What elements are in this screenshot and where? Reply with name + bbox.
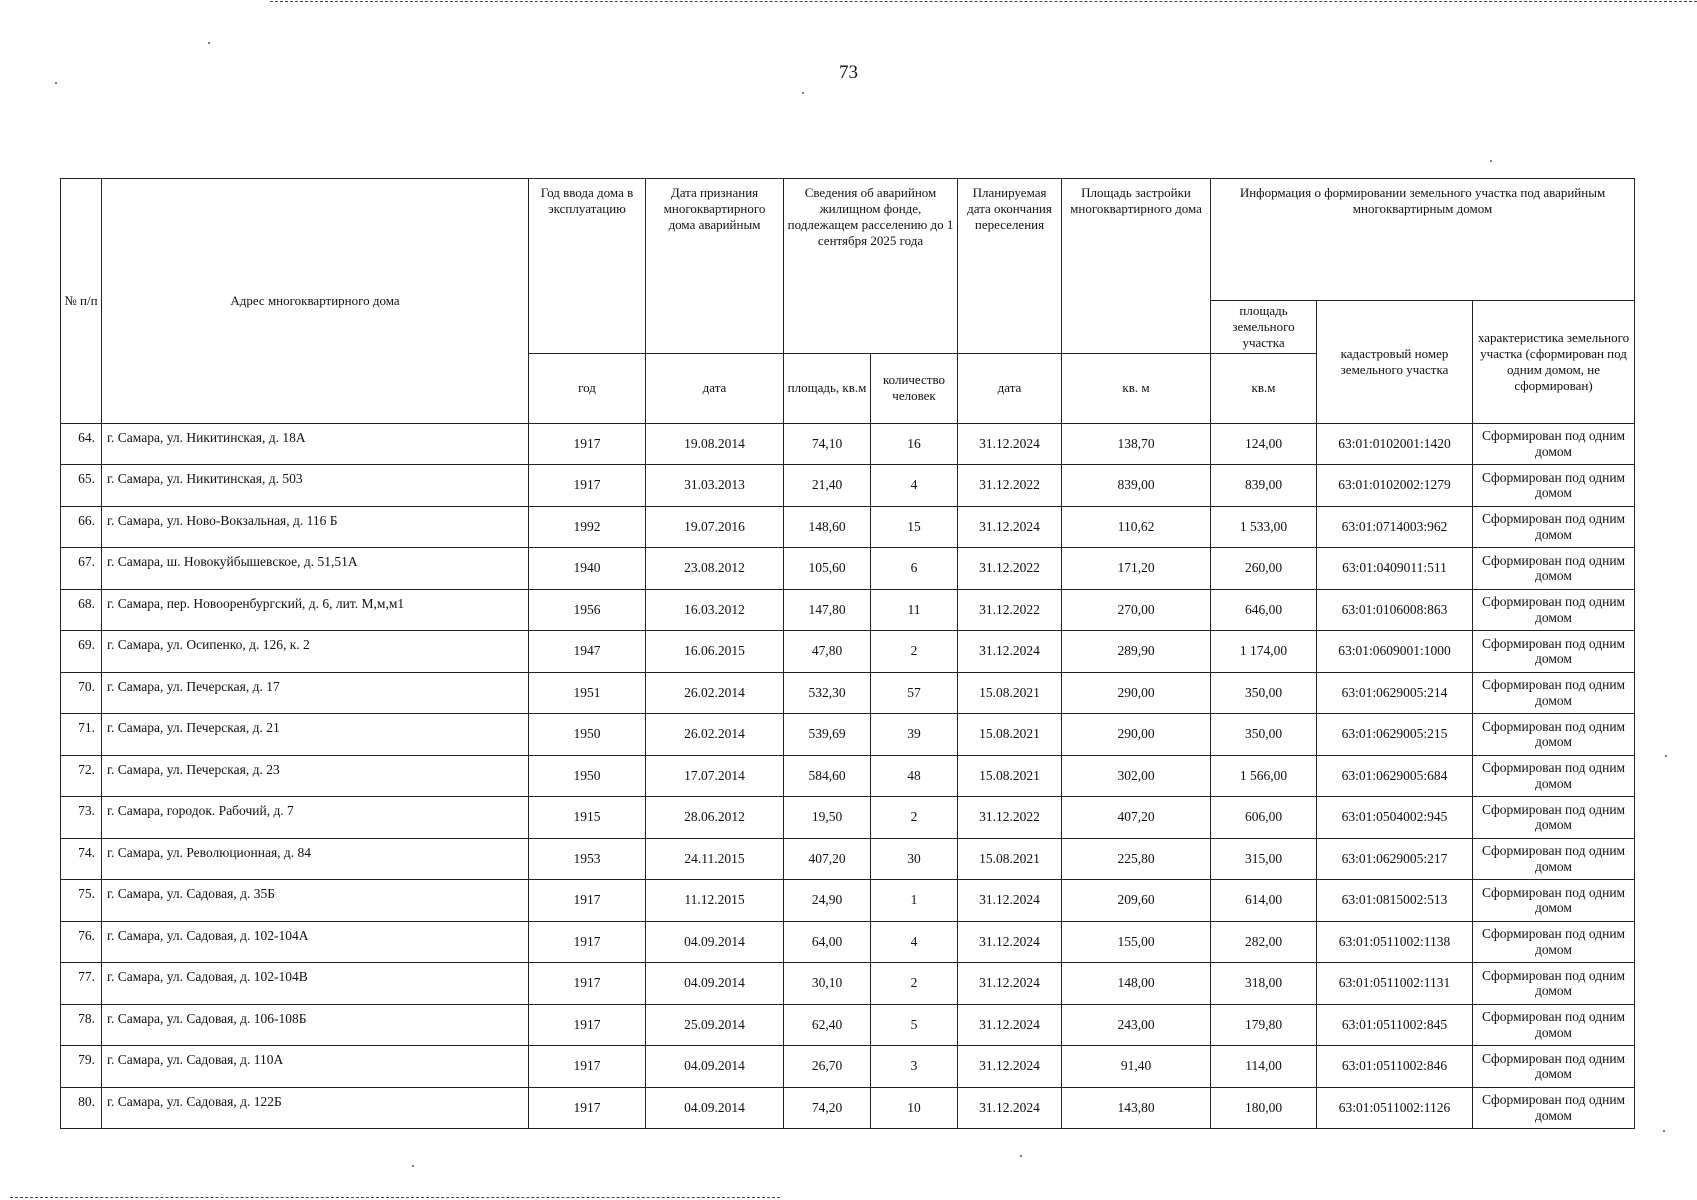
table-row	[61, 1046, 1635, 1088]
row-land-area: 124,00	[1211, 423, 1317, 465]
row-planned-date: 31.12.2024	[958, 1046, 1062, 1088]
row-planned-date: 15.08.2021	[958, 755, 1062, 797]
row-area: 407,20	[784, 838, 871, 880]
row-planned-date: 31.12.2024	[958, 963, 1062, 1005]
row-land-area: 315,00	[1211, 838, 1317, 880]
row-address: г. Самара, ул. Садовая, д. 35Б	[102, 880, 529, 922]
row-number: 76.	[61, 921, 102, 963]
row-area: 26,70	[784, 1046, 871, 1088]
row-land-area: 260,00	[1211, 548, 1317, 590]
row-cadastral-number: 63:01:0511002:845	[1317, 1004, 1473, 1046]
row-area: 21,40	[784, 465, 871, 507]
row-area: 64,00	[784, 921, 871, 963]
row-people: 2	[871, 631, 958, 673]
row-land-status: Сформирован под одним домом	[1473, 1087, 1635, 1129]
row-area: 74,20	[784, 1087, 871, 1129]
row-area: 19,50	[784, 797, 871, 839]
row-people: 11	[871, 589, 958, 631]
row-building-area: 91,40	[1062, 1046, 1211, 1088]
row-area: 584,60	[784, 755, 871, 797]
table-row	[61, 880, 1635, 922]
row-year: 1950	[529, 714, 646, 756]
row-address: г. Самара, ул. Печерская, д. 17	[102, 672, 529, 714]
row-building-area: 290,00	[1062, 672, 1211, 714]
row-year: 1992	[529, 506, 646, 548]
row-people: 6	[871, 548, 958, 590]
row-building-area: 407,20	[1062, 797, 1211, 839]
row-address: г. Самара, ул. Осипенко, д. 126, к. 2	[102, 631, 529, 673]
row-cadastral-number: 63:01:0629005:214	[1317, 672, 1473, 714]
row-year: 1917	[529, 465, 646, 507]
row-cadastral-number: 63:01:0714003:962	[1317, 506, 1473, 548]
row-people: 39	[871, 714, 958, 756]
row-area: 105,60	[784, 548, 871, 590]
row-number: 68.	[61, 589, 102, 631]
unit-people: количество человек	[871, 353, 958, 423]
row-land-status: Сформирован под одним домом	[1473, 714, 1635, 756]
row-land-area: 282,00	[1211, 921, 1317, 963]
row-date-recognized: 16.03.2012	[646, 589, 784, 631]
row-building-area: 289,90	[1062, 631, 1211, 673]
row-year: 1947	[529, 631, 646, 673]
row-people: 4	[871, 465, 958, 507]
row-date-recognized: 19.07.2016	[646, 506, 784, 548]
row-cadastral-number: 63:01:0511002:1138	[1317, 921, 1473, 963]
row-number: 65.	[61, 465, 102, 507]
scan-speck	[1490, 160, 1492, 162]
header-land-area: площадь земельного участка	[1211, 301, 1317, 354]
header-planned-date: Планируемая дата окончания переселения	[958, 179, 1062, 354]
page-number: 73	[839, 62, 858, 83]
row-number: 74.	[61, 838, 102, 880]
row-planned-date: 31.12.2022	[958, 589, 1062, 631]
scan-speck	[208, 42, 210, 44]
header-emergency-fund: Сведения об аварийном жилищном фонде, подлежащем расселению до 1 сентября 2025 года	[784, 179, 958, 354]
row-number: 66.	[61, 506, 102, 548]
row-year: 1951	[529, 672, 646, 714]
row-people: 10	[871, 1087, 958, 1129]
table-row	[61, 1004, 1635, 1046]
scan-speck	[55, 82, 57, 84]
row-land-area: 614,00	[1211, 880, 1317, 922]
row-date-recognized: 26.02.2014	[646, 714, 784, 756]
row-cadastral-number: 63:01:0409011:511	[1317, 548, 1473, 590]
unit-building: кв. м	[1062, 353, 1211, 423]
header-land-char: характеристика земельного участка (сформирован под одним домом, не сформирован)	[1473, 301, 1635, 424]
row-cadastral-number: 63:01:0511002:846	[1317, 1046, 1473, 1088]
row-cadastral-number: 63:01:0102002:1279	[1317, 465, 1473, 507]
row-cadastral-number: 63:01:0629005:217	[1317, 838, 1473, 880]
scan-edge-top	[270, 1, 1697, 2]
row-number: 71.	[61, 714, 102, 756]
row-planned-date: 31.12.2022	[958, 548, 1062, 590]
unit-year: год	[529, 353, 646, 423]
row-building-area: 302,00	[1062, 755, 1211, 797]
row-land-status: Сформирован под одним домом	[1473, 963, 1635, 1005]
table-row	[61, 506, 1635, 548]
row-date-recognized: 04.09.2014	[646, 1087, 784, 1129]
row-planned-date: 15.08.2021	[958, 672, 1062, 714]
row-number: 69.	[61, 631, 102, 673]
row-area: 539,69	[784, 714, 871, 756]
row-address: г. Самара, ул. Ново-Вокзальная, д. 116 Б	[102, 506, 529, 548]
row-people: 57	[871, 672, 958, 714]
row-land-area: 180,00	[1211, 1087, 1317, 1129]
row-planned-date: 31.12.2024	[958, 506, 1062, 548]
row-land-area: 179,80	[1211, 1004, 1317, 1046]
row-building-area: 138,70	[1062, 423, 1211, 465]
row-date-recognized: 19.08.2014	[646, 423, 784, 465]
row-number: 78.	[61, 1004, 102, 1046]
row-land-status: Сформирован под одним домом	[1473, 548, 1635, 590]
row-land-status: Сформирован под одним домом	[1473, 797, 1635, 839]
row-building-area: 143,80	[1062, 1087, 1211, 1129]
unit-date: дата	[646, 353, 784, 423]
row-people: 5	[871, 1004, 958, 1046]
row-land-area: 1 566,00	[1211, 755, 1317, 797]
row-date-recognized: 23.08.2012	[646, 548, 784, 590]
table-row	[61, 921, 1635, 963]
row-number: 79.	[61, 1046, 102, 1088]
row-year: 1940	[529, 548, 646, 590]
row-address: г. Самара, ул. Печерская, д. 23	[102, 755, 529, 797]
row-cadastral-number: 63:01:0106008:863	[1317, 589, 1473, 631]
row-land-status: Сформирован под одним домом	[1473, 672, 1635, 714]
row-year: 1917	[529, 1087, 646, 1129]
row-land-area: 114,00	[1211, 1046, 1317, 1088]
row-land-area: 839,00	[1211, 465, 1317, 507]
row-address: г. Самара, ул. Садовая, д. 106-108Б	[102, 1004, 529, 1046]
row-area: 147,80	[784, 589, 871, 631]
row-people: 15	[871, 506, 958, 548]
table-row	[61, 838, 1635, 880]
row-date-recognized: 17.07.2014	[646, 755, 784, 797]
header-year-commission: Год ввода дома в эксплуатацию	[529, 179, 646, 354]
unit-area: площадь, кв.м	[784, 353, 871, 423]
header-row-top	[61, 179, 1635, 301]
row-building-area: 148,00	[1062, 963, 1211, 1005]
row-land-status: Сформирован под одним домом	[1473, 1046, 1635, 1088]
row-year: 1917	[529, 423, 646, 465]
header-date-recognized: Дата признания многоквартирного дома аварийным	[646, 179, 784, 354]
row-building-area: 225,80	[1062, 838, 1211, 880]
row-land-status: Сформирован под одним домом	[1473, 1004, 1635, 1046]
row-planned-date: 31.12.2024	[958, 921, 1062, 963]
row-land-status: Сформирован под одним домом	[1473, 423, 1635, 465]
header-building-area: Площадь застройки многоквартирного дома	[1062, 179, 1211, 354]
row-cadastral-number: 63:01:0609001:1000	[1317, 631, 1473, 673]
row-planned-date: 31.12.2022	[958, 465, 1062, 507]
row-land-status: Сформирован под одним домом	[1473, 589, 1635, 631]
row-land-status: Сформирован под одним домом	[1473, 465, 1635, 507]
header-land-info: Информация о формировании земельного участка под аварийным многоквартирным домом	[1211, 179, 1635, 301]
table-row	[61, 548, 1635, 590]
table-row	[61, 797, 1635, 839]
row-number: 73.	[61, 797, 102, 839]
row-number: 70.	[61, 672, 102, 714]
row-building-area: 290,00	[1062, 714, 1211, 756]
row-address: г. Самара, городок. Рабочий, д. 7	[102, 797, 529, 839]
row-number: 80.	[61, 1087, 102, 1129]
row-building-area: 243,00	[1062, 1004, 1211, 1046]
row-cadastral-number: 63:01:0504002:945	[1317, 797, 1473, 839]
row-planned-date: 31.12.2024	[958, 880, 1062, 922]
row-address: г. Самара, ул. Никитинская, д. 18А	[102, 423, 529, 465]
row-area: 62,40	[784, 1004, 871, 1046]
row-planned-date: 31.12.2024	[958, 631, 1062, 673]
row-date-recognized: 11.12.2015	[646, 880, 784, 922]
row-cadastral-number: 63:01:0815002:513	[1317, 880, 1473, 922]
row-area: 30,10	[784, 963, 871, 1005]
row-year: 1950	[529, 755, 646, 797]
row-year: 1915	[529, 797, 646, 839]
row-planned-date: 31.12.2024	[958, 1087, 1062, 1129]
row-date-recognized: 04.09.2014	[646, 963, 784, 1005]
scan-speck	[412, 1165, 414, 1167]
row-land-area: 350,00	[1211, 672, 1317, 714]
row-land-area: 646,00	[1211, 589, 1317, 631]
row-year: 1956	[529, 589, 646, 631]
scan-speck	[1020, 1155, 1022, 1157]
row-cadastral-number: 63:01:0629005:684	[1317, 755, 1473, 797]
row-number: 77.	[61, 963, 102, 1005]
header-address: Адрес многоквартирного дома	[102, 179, 529, 424]
row-area: 74,10	[784, 423, 871, 465]
row-building-area: 209,60	[1062, 880, 1211, 922]
row-date-recognized: 24.11.2015	[646, 838, 784, 880]
row-address: г. Самара, ул. Садовая, д. 102-104А	[102, 921, 529, 963]
row-planned-date: 31.12.2022	[958, 797, 1062, 839]
row-year: 1917	[529, 921, 646, 963]
row-land-status: Сформирован под одним домом	[1473, 880, 1635, 922]
scan-speck	[1663, 1130, 1665, 1132]
row-address: г. Самара, ул. Садовая, д. 122Б	[102, 1087, 529, 1129]
row-people: 3	[871, 1046, 958, 1088]
row-land-status: Сформирован под одним домом	[1473, 921, 1635, 963]
row-year: 1917	[529, 1004, 646, 1046]
table-row	[61, 755, 1635, 797]
row-building-area: 839,00	[1062, 465, 1211, 507]
row-cadastral-number: 63:01:0102001:1420	[1317, 423, 1473, 465]
table-row	[61, 465, 1635, 507]
row-address: г. Самара, ш. Новокуйбышевское, д. 51,51А	[102, 548, 529, 590]
row-address: г. Самара, пер. Новооренбургский, д. 6, лит. М,м,м1	[102, 589, 529, 631]
row-land-area: 1 533,00	[1211, 506, 1317, 548]
row-land-status: Сформирован под одним домом	[1473, 631, 1635, 673]
row-people: 48	[871, 755, 958, 797]
row-date-recognized: 04.09.2014	[646, 1046, 784, 1088]
row-address: г. Самара, ул. Садовая, д. 102-104В	[102, 963, 529, 1005]
row-building-area: 155,00	[1062, 921, 1211, 963]
row-date-recognized: 26.02.2014	[646, 672, 784, 714]
row-date-recognized: 25.09.2014	[646, 1004, 784, 1046]
row-date-recognized: 04.09.2014	[646, 921, 784, 963]
header-num: № п/п	[61, 179, 102, 424]
table-row	[61, 631, 1635, 673]
row-people: 2	[871, 963, 958, 1005]
scan-speck	[1665, 755, 1667, 757]
row-area: 148,60	[784, 506, 871, 548]
row-building-area: 171,20	[1062, 548, 1211, 590]
unit-planned: дата	[958, 353, 1062, 423]
row-people: 30	[871, 838, 958, 880]
table-body	[61, 423, 1635, 1129]
scan-speck	[802, 92, 804, 94]
row-land-status: Сформирован под одним домом	[1473, 506, 1635, 548]
header-cadastral: кадастровый номер земельного участка	[1317, 301, 1473, 424]
row-address: г. Самара, ул. Революционная, д. 84	[102, 838, 529, 880]
row-building-area: 110,62	[1062, 506, 1211, 548]
row-address: г. Самара, ул. Садовая, д. 110А	[102, 1046, 529, 1088]
row-area: 24,90	[784, 880, 871, 922]
row-number: 75.	[61, 880, 102, 922]
table-row	[61, 423, 1635, 465]
row-address: г. Самара, ул. Никитинская, д. 503	[102, 465, 529, 507]
table-row	[61, 1087, 1635, 1129]
table-row	[61, 963, 1635, 1005]
row-number: 67.	[61, 548, 102, 590]
table-row	[61, 672, 1635, 714]
row-planned-date: 15.08.2021	[958, 838, 1062, 880]
row-year: 1917	[529, 963, 646, 1005]
row-land-status: Сформирован под одним домом	[1473, 755, 1635, 797]
table-row	[61, 589, 1635, 631]
row-area: 47,80	[784, 631, 871, 673]
row-people: 2	[871, 797, 958, 839]
row-date-recognized: 16.06.2015	[646, 631, 784, 673]
row-land-area: 1 174,00	[1211, 631, 1317, 673]
row-year: 1917	[529, 1046, 646, 1088]
row-date-recognized: 28.06.2012	[646, 797, 784, 839]
row-cadastral-number: 63:01:0629005:215	[1317, 714, 1473, 756]
row-area: 532,30	[784, 672, 871, 714]
row-cadastral-number: 63:01:0511002:1126	[1317, 1087, 1473, 1129]
row-date-recognized: 31.03.2013	[646, 465, 784, 507]
row-planned-date: 31.12.2024	[958, 1004, 1062, 1046]
row-year: 1917	[529, 880, 646, 922]
row-year: 1953	[529, 838, 646, 880]
row-address: г. Самара, ул. Печерская, д. 21	[102, 714, 529, 756]
row-people: 4	[871, 921, 958, 963]
table-row	[61, 714, 1635, 756]
emergency-housing-table	[60, 178, 1635, 1129]
row-land-status: Сформирован под одним домом	[1473, 838, 1635, 880]
row-building-area: 270,00	[1062, 589, 1211, 631]
unit-land: кв.м	[1211, 353, 1317, 423]
row-number: 72.	[61, 755, 102, 797]
row-people: 16	[871, 423, 958, 465]
row-people: 1	[871, 880, 958, 922]
row-land-area: 606,00	[1211, 797, 1317, 839]
row-land-area: 350,00	[1211, 714, 1317, 756]
row-planned-date: 15.08.2021	[958, 714, 1062, 756]
scan-edge-bottom	[10, 1197, 780, 1198]
row-number: 64.	[61, 423, 102, 465]
row-land-area: 318,00	[1211, 963, 1317, 1005]
row-planned-date: 31.12.2024	[958, 423, 1062, 465]
row-cadastral-number: 63:01:0511002:1131	[1317, 963, 1473, 1005]
